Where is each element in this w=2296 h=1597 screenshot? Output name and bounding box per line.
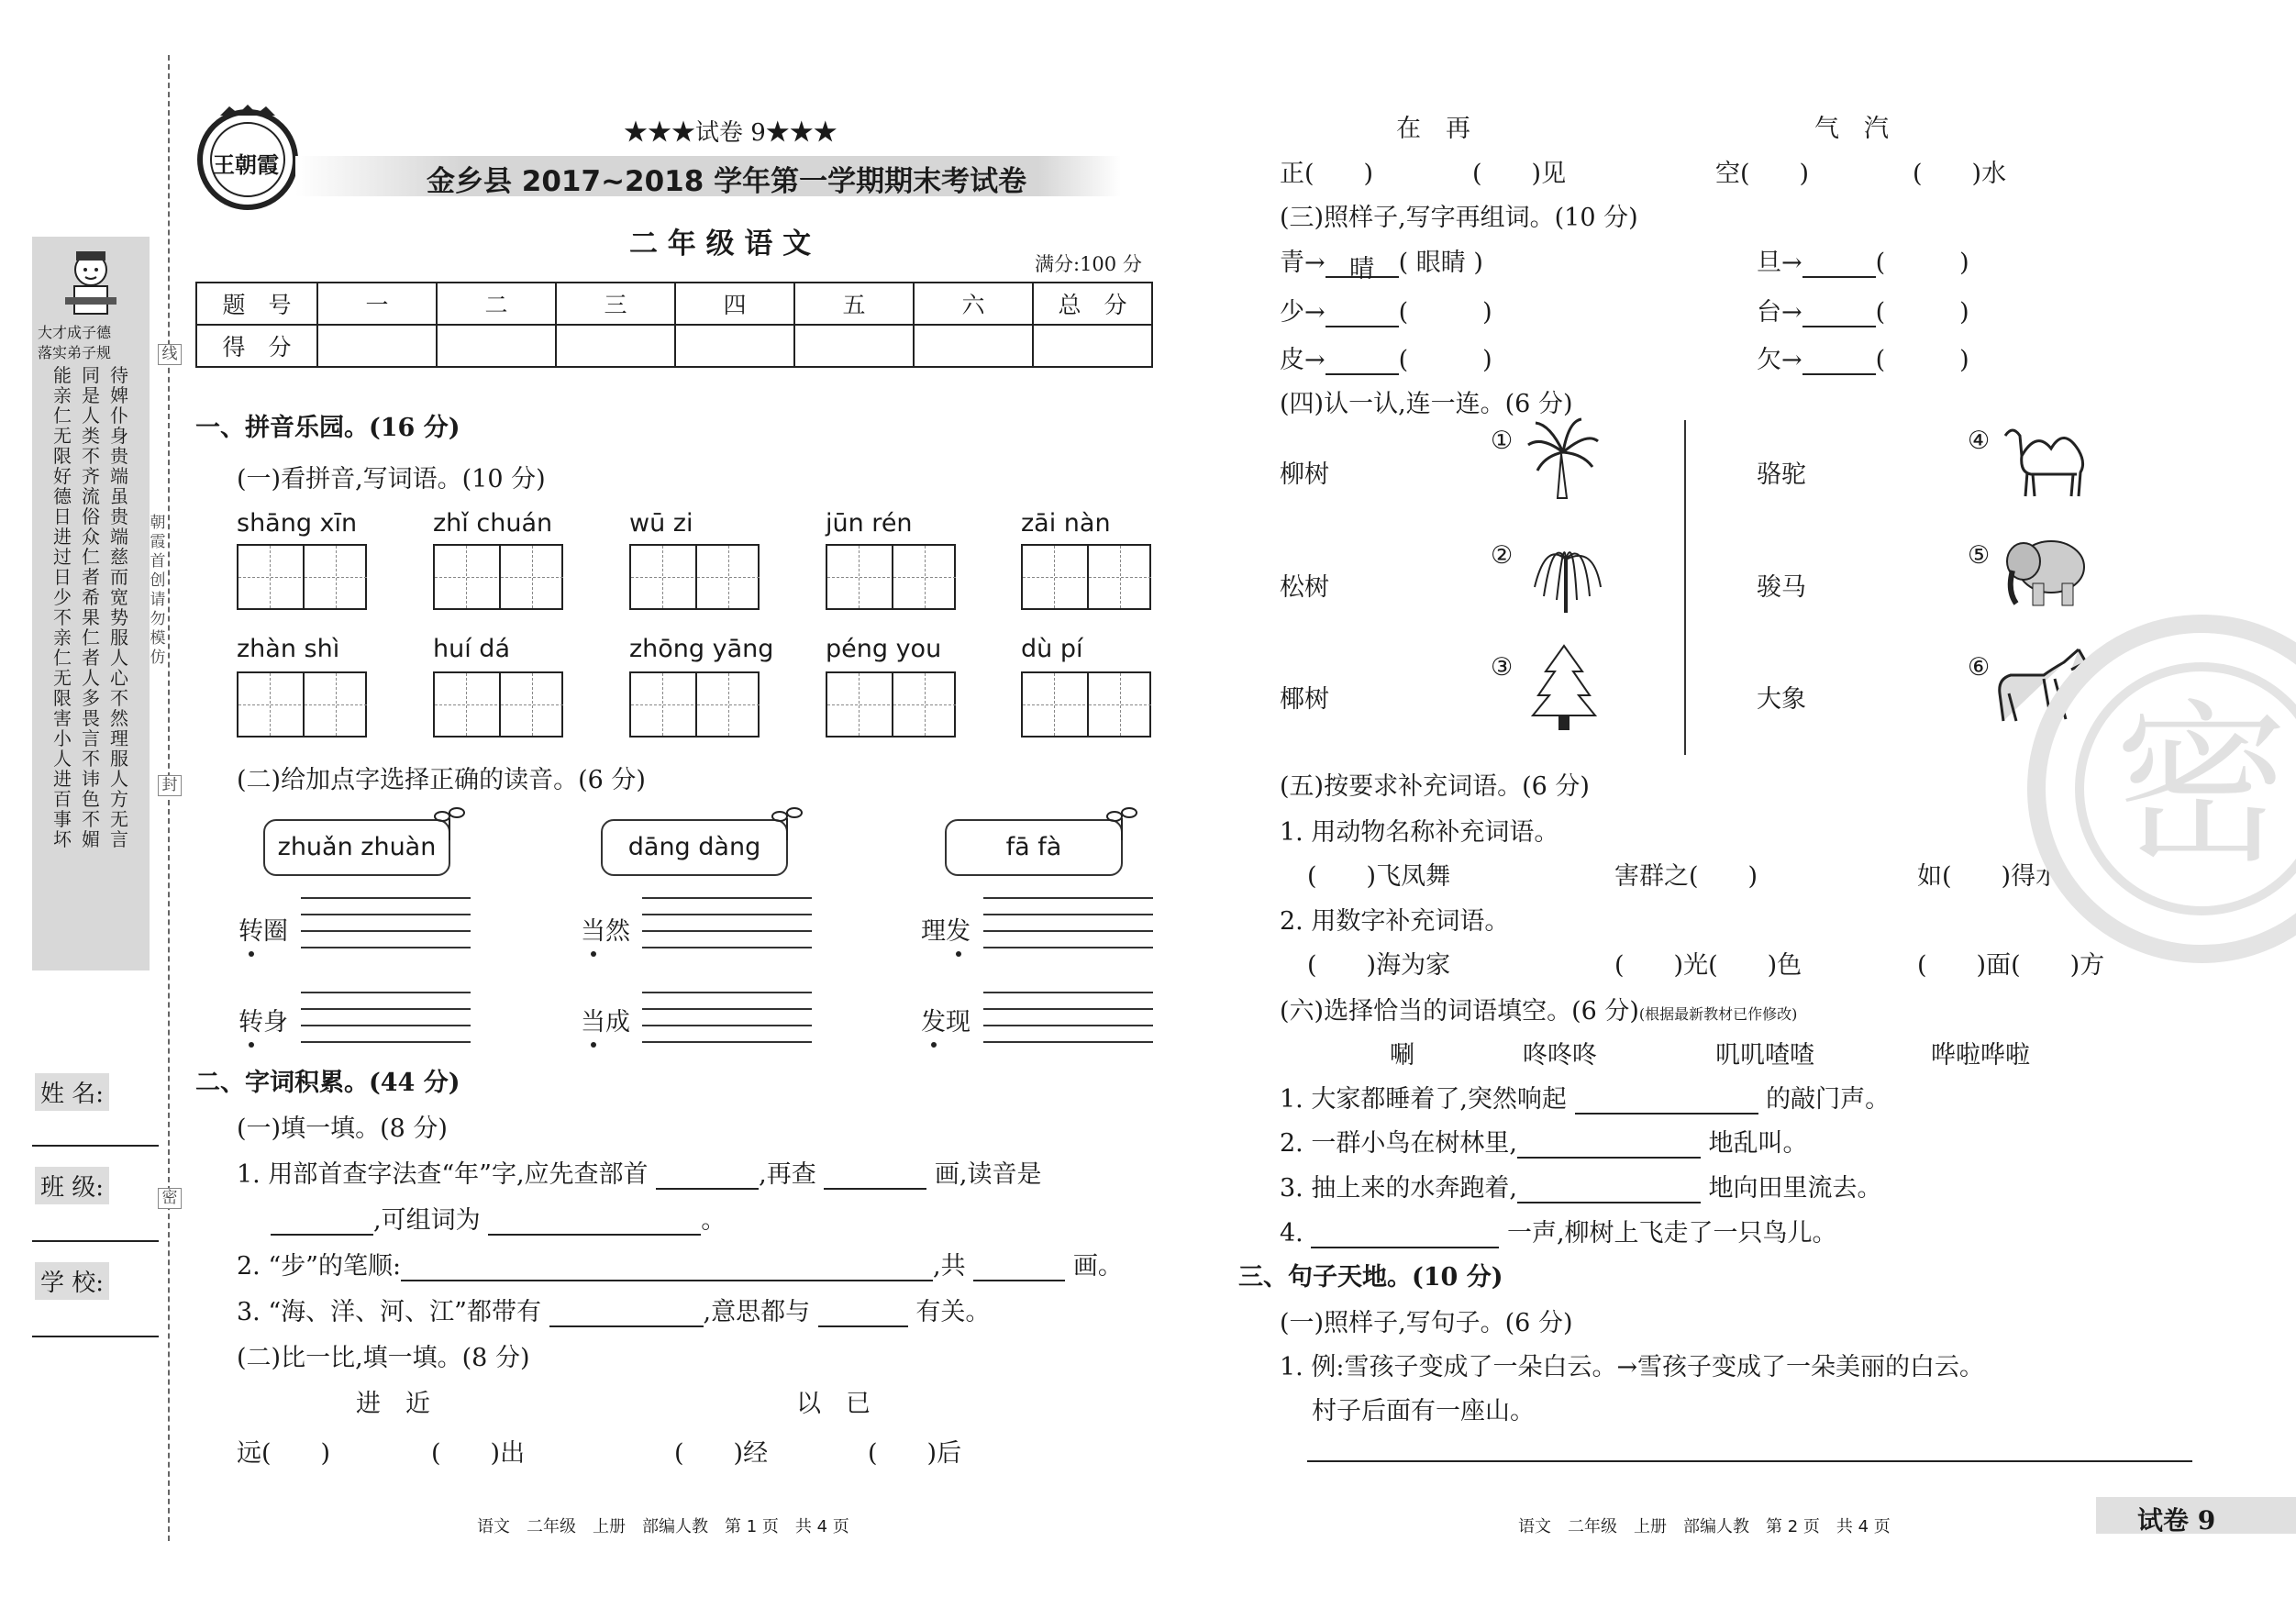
animal-elephant: 大象: [1757, 685, 1806, 714]
pinyin-label: dù pí: [1021, 635, 1083, 663]
cut-line: [168, 55, 170, 1541]
mascot-icon: [63, 248, 118, 319]
logo: [193, 103, 303, 213]
answer-lines-4[interactable]: [301, 977, 471, 1043]
q5-1-item-2[interactable]: 害群之( ): [1614, 862, 1758, 891]
example-fill: 晴: [1325, 249, 1399, 278]
num-4: ④: [1968, 427, 1991, 455]
fill-5[interactable]: 正( ): [1280, 160, 1374, 188]
palm-tree-icon[interactable]: [1523, 417, 1601, 504]
writing-grid[interactable]: [1021, 544, 1151, 610]
copyright-notice: 朝霞首创 请勿模仿: [150, 514, 166, 667]
section-2-heading: 二、字词积累。(44 分): [195, 1069, 460, 1097]
blank[interactable]: [1311, 1219, 1499, 1248]
char-row-pi: 皮→ ( ): [1280, 346, 1492, 374]
num-5: ⑤: [1968, 541, 1991, 570]
blank[interactable]: [1575, 1085, 1758, 1115]
name-field[interactable]: [32, 1145, 159, 1147]
s3-part1-title: (一)照样子,写句子。(6 分): [1280, 1309, 1573, 1337]
answer-line[interactable]: [1307, 1460, 2192, 1462]
answer-lines-6[interactable]: [983, 977, 1153, 1043]
footer-right: 语文 二年级 上册 部编人教 第 2 页 共 4 页: [1518, 1517, 1891, 1536]
exam-title: 金乡县 2017~2018 学年第一学期期末考试卷: [427, 165, 1027, 198]
pinyin-label: shāng xīn: [237, 509, 358, 538]
camel-icon[interactable]: [2000, 417, 2091, 504]
pinyin-label: zhǐ chuán: [433, 509, 553, 538]
q5-2-item-1[interactable]: ( )海为家: [1307, 951, 1451, 980]
choice-box-3: fā fà: [945, 819, 1123, 876]
fill-7[interactable]: 空( ): [1715, 160, 1810, 188]
fill-1[interactable]: 远( ): [237, 1439, 331, 1468]
footer-tag: 试卷 9: [2137, 1505, 2216, 1536]
score-cell[interactable]: [437, 325, 556, 367]
q5-1-item-3[interactable]: 如( )得水: [1917, 862, 2061, 891]
blank[interactable]: [656, 1160, 759, 1190]
num-6: ⑥: [1968, 653, 1991, 682]
tree-coconut: 椰树: [1280, 685, 1329, 714]
blank[interactable]: [1325, 298, 1399, 327]
s1-part2-title: (二)给加点字选择正确的读音。(6 分): [237, 766, 646, 794]
name-label: 姓 名:: [35, 1073, 109, 1111]
sprout-icon: [433, 805, 466, 846]
motto-column-3: 待婢仆身贵端虽贵端慈而宽势服人心不然理服人方无言: [110, 364, 128, 850]
s2-part1-title: (一)填一填。(8 分): [237, 1115, 448, 1143]
char-row-dan: 旦→ ( ): [1757, 249, 1969, 277]
option-1: 唰: [1390, 1041, 1414, 1070]
num-2: ②: [1491, 541, 1514, 570]
q3-line: 3. “海、洋、河、江”都带有 ,意思都与 有关。: [237, 1298, 991, 1326]
s1-part1-title: (一)看拼音,写词语。(10 分): [237, 465, 546, 494]
pine-tree-icon[interactable]: [1527, 644, 1601, 735]
num-3: ③: [1491, 653, 1514, 682]
blank[interactable]: [1517, 1129, 1701, 1159]
fill-8[interactable]: ( )水: [1913, 160, 2007, 188]
score-header-cell: 二: [437, 283, 556, 325]
word-5: 当成: [581, 1008, 630, 1037]
score-header-cell: 五: [794, 283, 914, 325]
score-header-cell: 六: [914, 283, 1033, 325]
score-header-cell: 总 分: [1033, 283, 1152, 325]
blank[interactable]: [549, 1298, 704, 1327]
subject-title: 二 年 级 语 文: [629, 227, 812, 261]
side-mark-seal: 封: [158, 775, 182, 796]
pair-qi: 气 汽: [1814, 115, 1889, 143]
section-1-heading: 一、拼音乐园。(16 分): [195, 414, 460, 442]
class-label: 班 级:: [35, 1167, 109, 1204]
s3-question: 村子后面有一座山。: [1312, 1397, 1535, 1425]
score-cell[interactable]: [556, 325, 675, 367]
score-cell[interactable]: [675, 325, 794, 367]
pinyin-label: péng you: [826, 635, 942, 663]
q1-line2: ,可组词为 。: [271, 1200, 726, 1236]
s3-example: 1. 例:雪孩子变成了一朵白云。→雪孩子变成了一朵美丽的白云。: [1280, 1353, 1985, 1381]
logo-text: 王朝霞: [213, 151, 279, 178]
paper-number: ★★★试卷 9★★★: [624, 119, 837, 147]
writing-grid[interactable]: [826, 544, 956, 610]
fill-6[interactable]: ( )见: [1472, 160, 1567, 188]
fill-4[interactable]: ( )后: [868, 1439, 962, 1468]
score-cell[interactable]: [914, 325, 1033, 367]
score-table: [195, 282, 1153, 368]
sprout-icon: [1105, 805, 1138, 846]
motto-title-1: 大才成子德: [38, 324, 112, 341]
pinyin-label: jūn rén: [826, 509, 913, 538]
word-4: 转身: [238, 1008, 288, 1037]
writing-grid[interactable]: [629, 544, 760, 610]
blank[interactable]: [973, 1252, 1065, 1281]
option-4: 哗啦哗啦: [1931, 1041, 2030, 1070]
q1-line1: 1. 用部首查字法查“年”字,应先查部首 ,再查 画,读音是: [237, 1160, 1042, 1189]
answer-lines-5[interactable]: [642, 977, 812, 1043]
side-mark-line: 线: [158, 344, 182, 365]
s2-part4-title: (四)认一认,连一连。(6 分): [1280, 390, 1573, 418]
score-header-cell: 题 号: [196, 283, 317, 325]
writing-grid[interactable]: [629, 671, 760, 738]
s2-part5-title: (五)按要求补充词语。(6 分): [1280, 772, 1590, 801]
score-row-label: 得 分: [196, 325, 317, 367]
score-cell[interactable]: [794, 325, 914, 367]
answer-lines-3[interactable]: [983, 882, 1153, 948]
choice-box-1: zhuǎn zhuàn: [263, 819, 450, 876]
q6-3: 3. 抽上来的水奔跑着, 地向田里流去。: [1280, 1174, 1882, 1203]
fill-2[interactable]: ( )出: [431, 1439, 526, 1468]
q2-line: 2. “步”的笔顺: ,共 画。: [237, 1252, 1123, 1281]
class-field[interactable]: [32, 1240, 159, 1242]
footer-left: 语文 二年级 上册 部编人教 第 1 页 共 4 页: [477, 1517, 849, 1536]
blank[interactable]: [271, 1206, 373, 1236]
option-3: 叽叽喳喳: [1715, 1041, 1814, 1070]
animal-camel: 骆驼: [1757, 460, 1806, 489]
choice-box-2: dāng dàng: [601, 819, 788, 876]
motto-title-2: 落实弟子规: [38, 344, 112, 361]
q6-1: 1. 大家都睡着了,突然响起 的敲门声。: [1280, 1085, 1891, 1114]
blank[interactable]: [401, 1252, 933, 1281]
char-row-qian: 欠→ ( ): [1757, 346, 1969, 374]
blank[interactable]: [1802, 346, 1876, 375]
writing-grid[interactable]: [237, 671, 367, 738]
num-1: ①: [1491, 427, 1514, 455]
answer-lines-1[interactable]: [301, 882, 471, 948]
motto-panel: [32, 237, 150, 970]
revision-note: (根据最新教材已作修改): [1638, 1005, 1798, 1023]
tree-willow: 柳树: [1280, 460, 1329, 489]
blank[interactable]: [1325, 346, 1399, 375]
option-2: 咚咚咚: [1523, 1041, 1597, 1070]
q5-1-title: 1. 用动物名称补充词语。: [1280, 818, 1559, 847]
answer-lines-2[interactable]: [642, 882, 812, 948]
pinyin-label: wū zi: [629, 509, 693, 538]
school-field[interactable]: [32, 1336, 159, 1337]
blank[interactable]: [818, 1298, 908, 1327]
animal-horse: 骏马: [1757, 573, 1806, 602]
word-6: 发现: [921, 1008, 971, 1037]
side-mark-secret: 密: [158, 1188, 182, 1209]
pair-jin: 进 近: [356, 1390, 430, 1418]
blank[interactable]: [824, 1160, 926, 1190]
secret-stamp-text: 密: [2075, 662, 2296, 915]
char-row-shao: 少→ ( ): [1280, 298, 1492, 327]
full-score: 满分:100 分: [1035, 253, 1142, 275]
score-header-cell: 一: [317, 283, 437, 325]
q5-2-item-3[interactable]: ( )面( )方: [1917, 951, 2105, 980]
section-3-heading: 三、句子天地。(10 分): [1238, 1263, 1503, 1292]
s2-part3-title: (三)照样子,写字再组词。(10 分): [1280, 204, 1638, 232]
match-divider: [1684, 420, 1686, 755]
q6-4: 4. 一声,柳树上飞走了一只鸟儿。: [1280, 1219, 1837, 1248]
score-cell[interactable]: [317, 325, 437, 367]
willow-tree-icon[interactable]: [1527, 532, 1605, 618]
s2-part2-title: (二)比一比,填一填。(8 分): [237, 1344, 530, 1372]
fill-3[interactable]: ( )经: [674, 1439, 769, 1468]
blank[interactable]: [1802, 249, 1876, 278]
q5-2-title: 2. 用数字补充词语。: [1280, 907, 1510, 936]
example-row: 青→ 晴 ( 眼睛 ): [1280, 249, 1483, 283]
score-header-cell: 三: [556, 283, 675, 325]
tree-pine: 松树: [1280, 573, 1329, 602]
motto-column-2: 同是人类不齐流俗众仁者希果仁者人多畏言不讳色不媚: [82, 364, 100, 850]
sprout-icon: [771, 805, 804, 846]
writing-grid[interactable]: [826, 671, 956, 738]
pair-yi: 以 已: [796, 1390, 871, 1418]
pinyin-label: huí dá: [433, 635, 510, 663]
word-2: 当然: [581, 917, 630, 946]
q6-2: 2. 一群小鸟在树林里, 地乱叫。: [1280, 1129, 1808, 1158]
blank[interactable]: [1517, 1174, 1701, 1203]
score-cell[interactable]: [1033, 325, 1152, 367]
q5-1-item-1[interactable]: ( )飞凤舞: [1307, 862, 1451, 891]
writing-grid[interactable]: [237, 544, 367, 610]
s2-part6-title: (六)选择恰当的词语填空。(6 分)(根据最新教材已作修改): [1280, 997, 1798, 1026]
elephant-icon[interactable]: [2000, 530, 2091, 616]
pinyin-label: zhōng yāng: [629, 635, 774, 663]
pair-zai: 在 再: [1396, 115, 1470, 143]
word-1: 转圈: [238, 917, 288, 946]
q5-2-item-2[interactable]: ( )光( )色: [1614, 951, 1802, 980]
blank[interactable]: [488, 1206, 701, 1236]
school-label: 学 校:: [35, 1262, 109, 1300]
writing-grid[interactable]: [433, 671, 563, 738]
score-header-cell: 四: [675, 283, 794, 325]
pinyin-label: zhàn shì: [237, 635, 340, 663]
blank[interactable]: [1802, 298, 1876, 327]
writing-grid[interactable]: [1021, 671, 1151, 738]
pinyin-label: zāi nàn: [1021, 509, 1111, 538]
char-row-tai: 台→ ( ): [1757, 298, 1969, 327]
writing-grid[interactable]: [433, 544, 563, 610]
motto-column-1: 能亲仁无限好德日进过日少不亲仁无限害小人进百事坏: [53, 364, 72, 850]
word-3: 理发: [921, 917, 971, 946]
